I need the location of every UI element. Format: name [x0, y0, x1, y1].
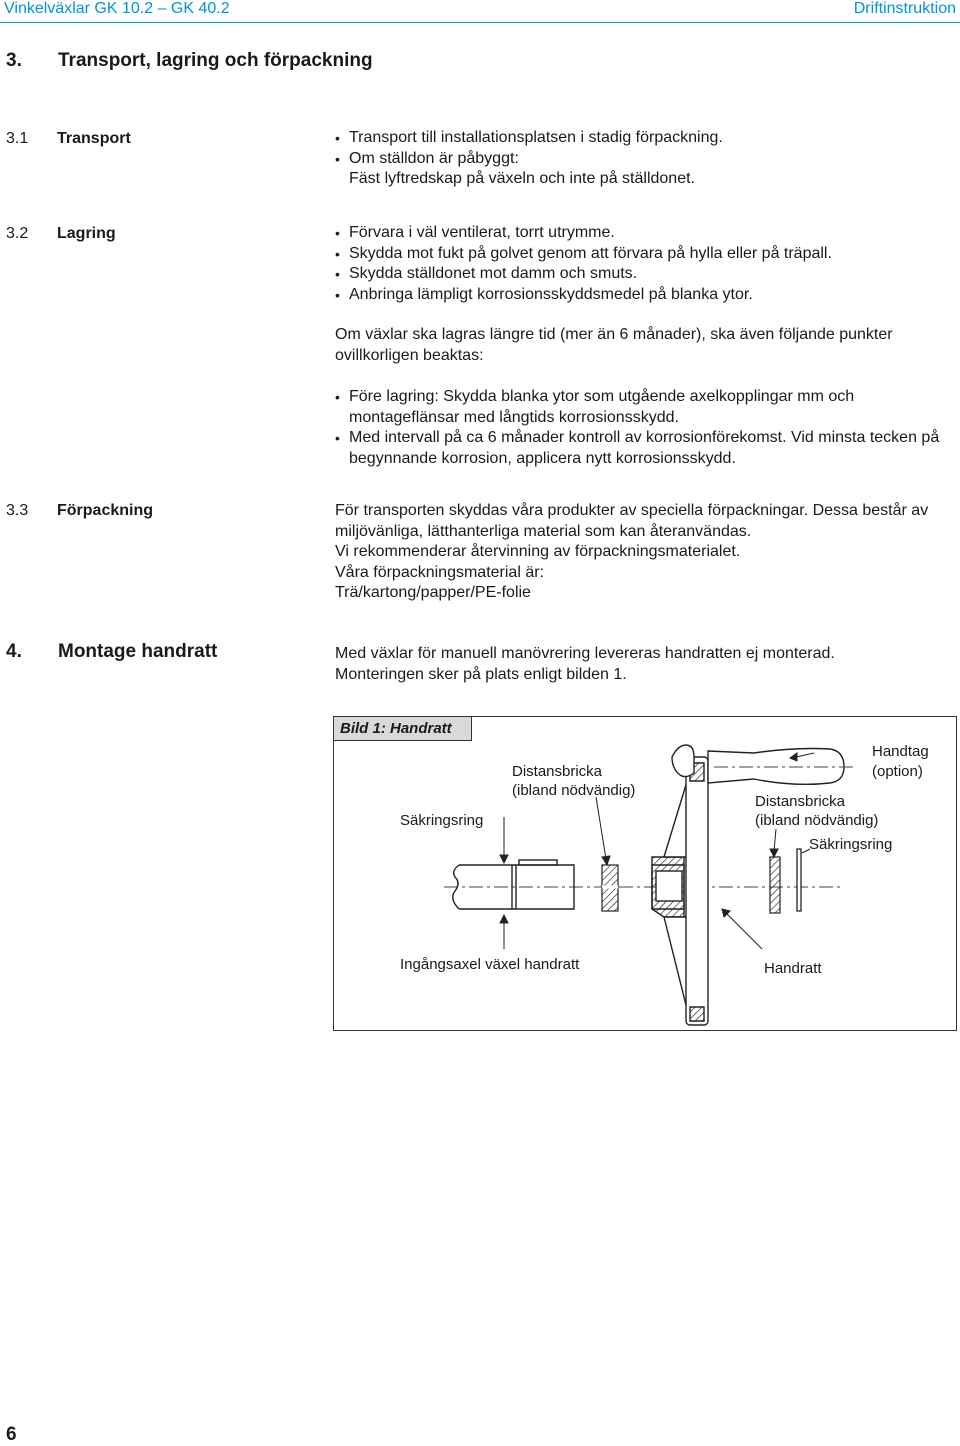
section-3-2-body — [335, 223, 957, 305]
label-spacer-left-2: (ibland nödvändig) — [512, 782, 636, 799]
chapter-4-body — [335, 644, 957, 685]
label-spacer-left-1: Distansbricka — [512, 763, 603, 780]
figure-handwheel — [333, 716, 957, 1031]
chapter-3-title: Transport, lagring och förpackning — [58, 50, 373, 71]
label-handle-2: (option) — [872, 763, 923, 780]
packaging-text-4: Trä/kartong/papper/PE-folie — [335, 584, 531, 601]
section-3-1-title: Transport — [57, 130, 131, 147]
section-3-1-number: 3.1 — [6, 130, 29, 147]
long-term-storage-note: Om växlar ska lagras längre tid (mer än 6 månader), ska även följande punkter ovillkorligen beaktas: — [335, 326, 893, 364]
label-spacer-right-1: Distansbricka — [755, 793, 846, 810]
packaging-text-2: Vi rekommenderar återvinning av förpackningsmaterialet. — [335, 543, 741, 560]
section-3-2-bullets — [335, 223, 957, 305]
list-item: • Med intervall på ca 6 månader kontroll av korrosionförekomst. Vid minsta tecken på begynnande korrosion, applicera nytt korrosionsskydd. — [335, 428, 957, 469]
label-circlip-right: Säkringsring — [809, 836, 893, 853]
section-3-1-bullets — [335, 128, 957, 169]
header-document-type: Driftinstruktion — [853, 0, 956, 17]
section-3-1-continuation: Fäst lyftredskap på växeln och inte på ställdonet. — [349, 170, 695, 187]
list-item: • Anbringa lämpligt korrosionsskyddsmedel på blanka ytor. — [335, 285, 957, 306]
header-document-title: Vinkelväxlar GK 10.2 – GK 40.2 — [4, 0, 230, 17]
list-item: • Före lagring: Skydda blanka ytor som utgående axelkopplingar mm och montageflänsar med långtids korrosionsskydd. — [335, 387, 957, 428]
label-handwheel: Handratt — [764, 960, 822, 977]
packaging-text-1: För transporten skyddas våra produkter av speciella förpackningar. Dessa består av miljövänliga, lätthanterliga material som kan återanvändas. — [335, 502, 929, 540]
long-term-storage-bullets — [335, 387, 957, 469]
list-item: • Skydda mot fukt på golvet genom att förvara på hylla eller på träpall. — [335, 244, 957, 265]
spacer-washer-left — [602, 865, 618, 911]
section-3-2-bullets-2 — [335, 387, 957, 469]
section-3-3-body — [335, 501, 957, 604]
handwheel-text-1: Med växlar för manuell manövrering levereras handratten ej monterad. — [335, 645, 835, 662]
figure-caption: Bild 1: Handratt — [334, 717, 472, 741]
label-handle-1: Handtag — [872, 743, 929, 760]
page-number: 6 — [6, 1424, 17, 1445]
handwheel-assembly-drawing — [334, 717, 956, 1030]
section-3-3-number: 3.3 — [6, 502, 29, 519]
input-shaft — [453, 860, 574, 909]
label-spacer-right-2: (ibland nödvändig) — [755, 812, 879, 829]
list-item: • Transport till installationsplatsen i stadig förpackning. — [335, 128, 957, 149]
handwheel-text-2: Monteringen sker på plats enligt bilden 1. — [335, 665, 627, 683]
packaging-text-3: Våra förpackningsmaterial är: — [335, 563, 544, 581]
list-item: • Skydda ställdonet mot damm och smuts. — [335, 264, 957, 285]
section-3-3-title: Förpackning — [57, 502, 154, 519]
chapter-4-title: Montage handratt — [58, 641, 218, 662]
handwheel-body — [652, 757, 708, 1025]
list-item: • Om ställdon är påbyggt: — [335, 149, 957, 170]
chapter-4-number: 4. — [6, 641, 22, 662]
circlip-right — [797, 849, 801, 911]
label-input-shaft: Ingångsaxel växel handratt — [400, 956, 580, 973]
section-3-2-number: 3.2 — [6, 225, 29, 242]
spacer-washer-right — [770, 857, 780, 913]
list-item: • Förvara i väl ventilerat, torrt utrymme. — [335, 223, 957, 244]
label-circlip-left: Säkringsring — [400, 812, 484, 829]
chapter-3-number: 3. — [6, 50, 22, 71]
section-3-2-title: Lagring — [57, 225, 116, 242]
section-3-1-body — [335, 128, 957, 190]
header-divider — [0, 22, 960, 23]
section-3-2-paragraph — [335, 325, 957, 366]
